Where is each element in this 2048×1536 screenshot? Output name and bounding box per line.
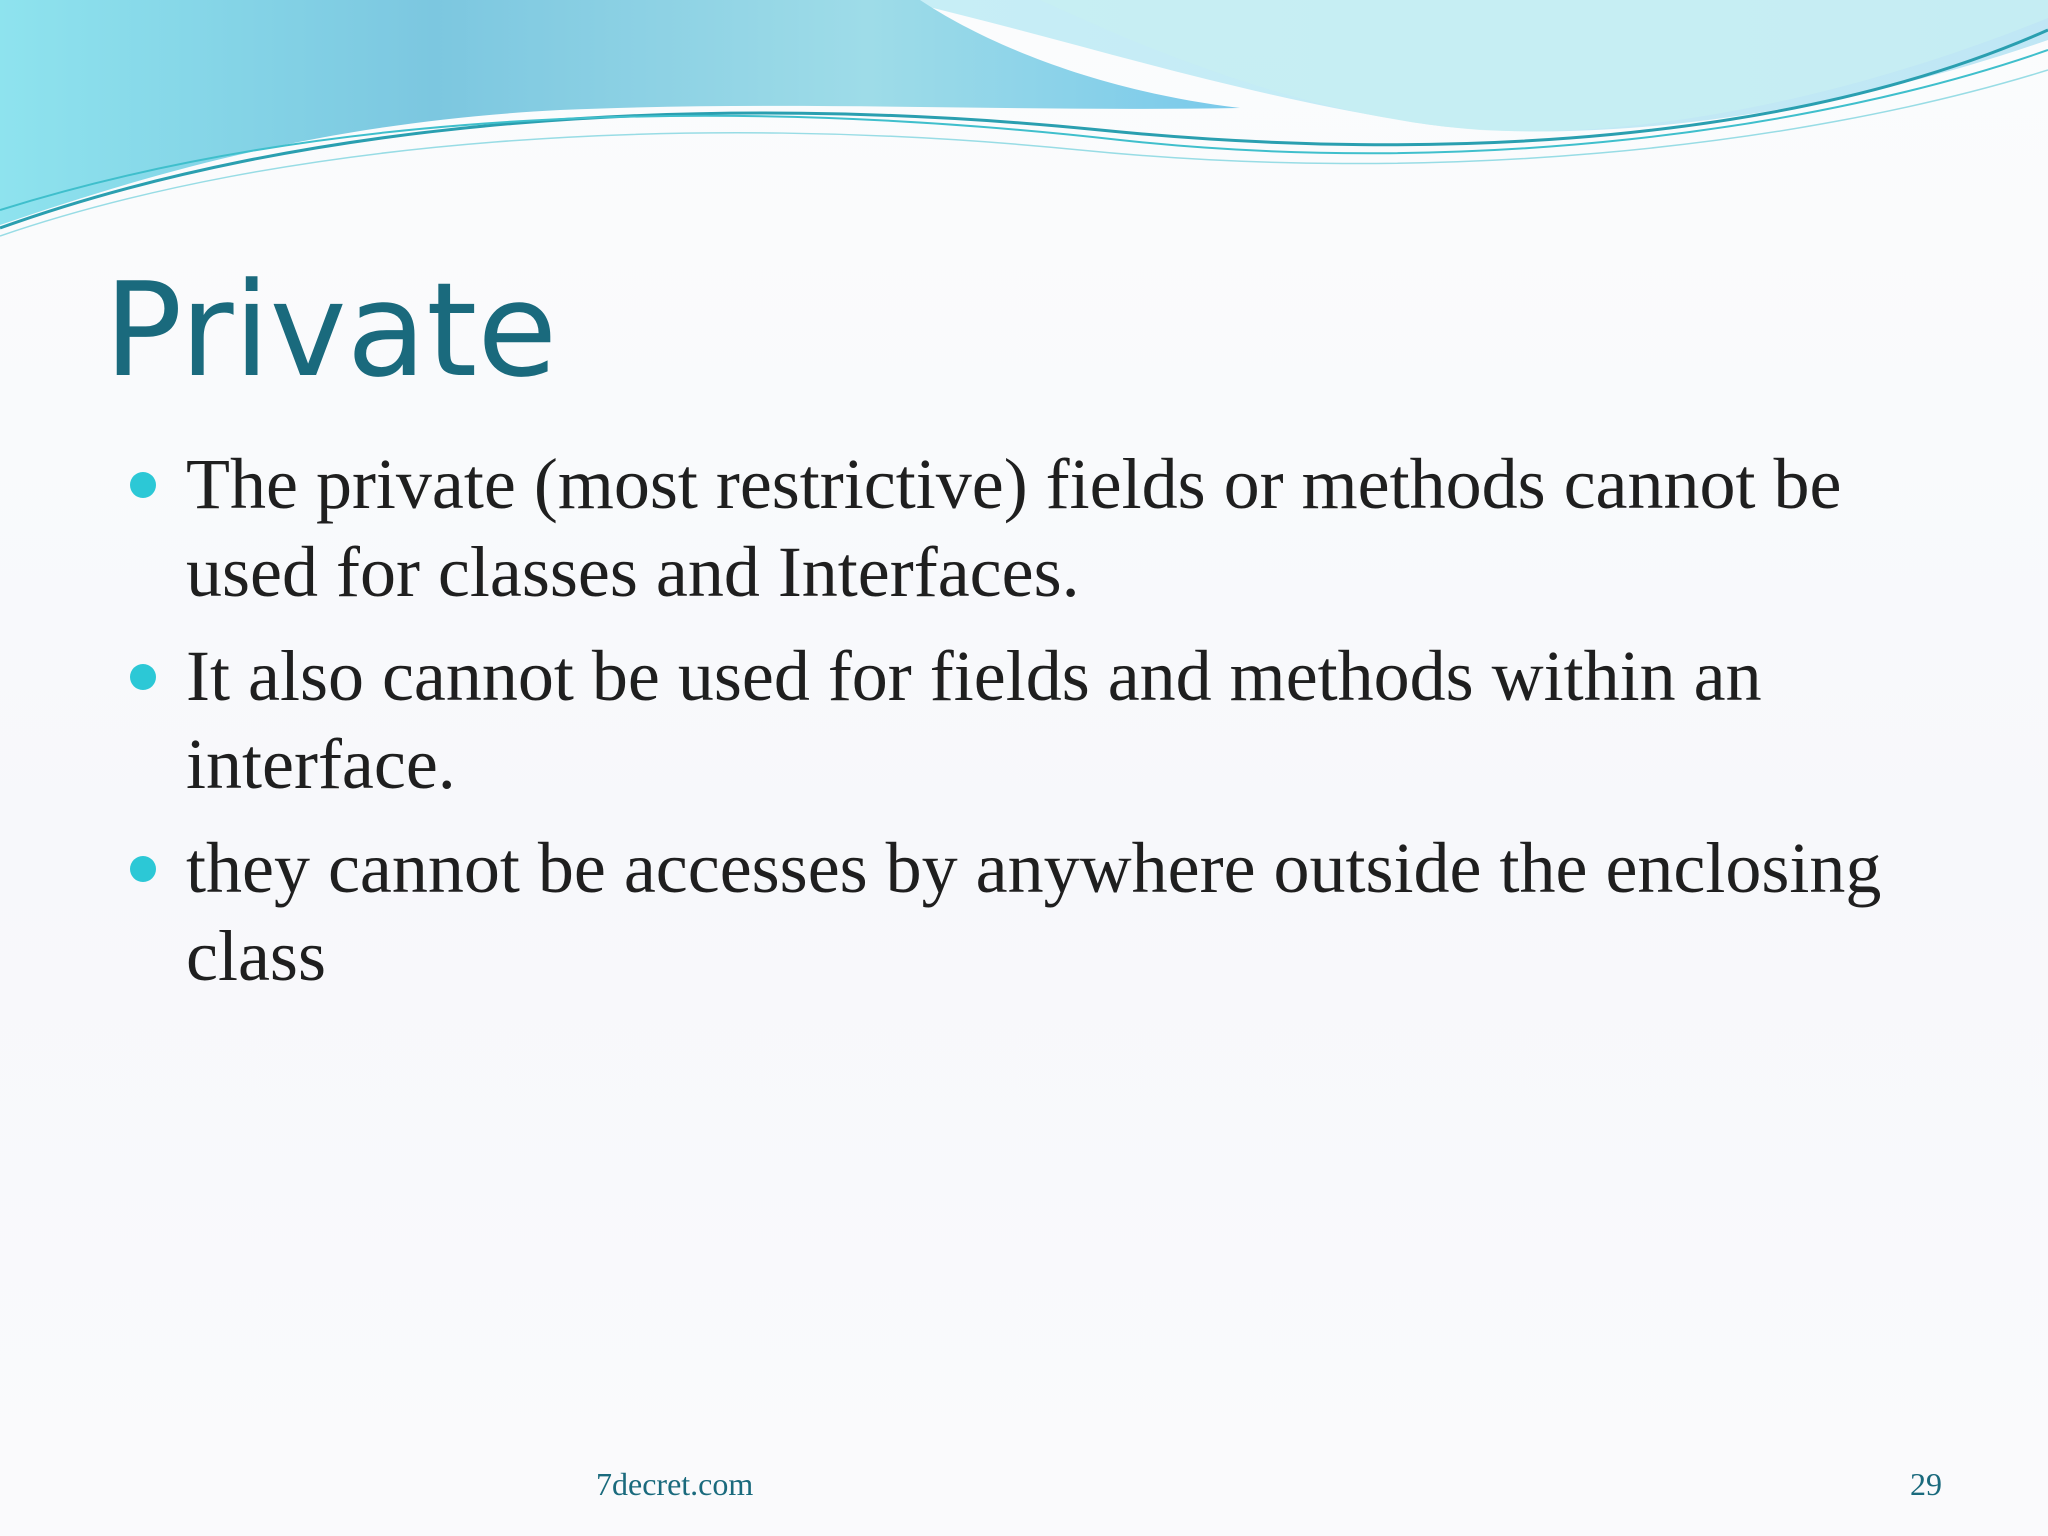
- bullet-dot-icon: [130, 664, 156, 690]
- bullet-item: [126, 632, 1926, 808]
- bullet-dot-icon: [130, 472, 156, 498]
- header-wave-decoration: [0, 0, 2048, 260]
- bullet-text: The private (most restrictive) fields or methods cannot be used for classes and Interfaces.: [186, 444, 1842, 612]
- footer-site-label: 7decret.com: [596, 1466, 754, 1502]
- page-number: 29: [1910, 1466, 1942, 1502]
- bullet-item: [126, 440, 1926, 616]
- bullet-text: they cannot be accesses by anywhere outside the enclosing class: [186, 828, 1882, 996]
- bullet-list: [126, 440, 1926, 1016]
- bullet-item: [126, 824, 1926, 1000]
- bullet-dot-icon: [130, 856, 156, 882]
- bullet-text: It also cannot be used for fields and methods within an interface.: [186, 636, 1762, 804]
- slide-title: Private: [104, 254, 558, 406]
